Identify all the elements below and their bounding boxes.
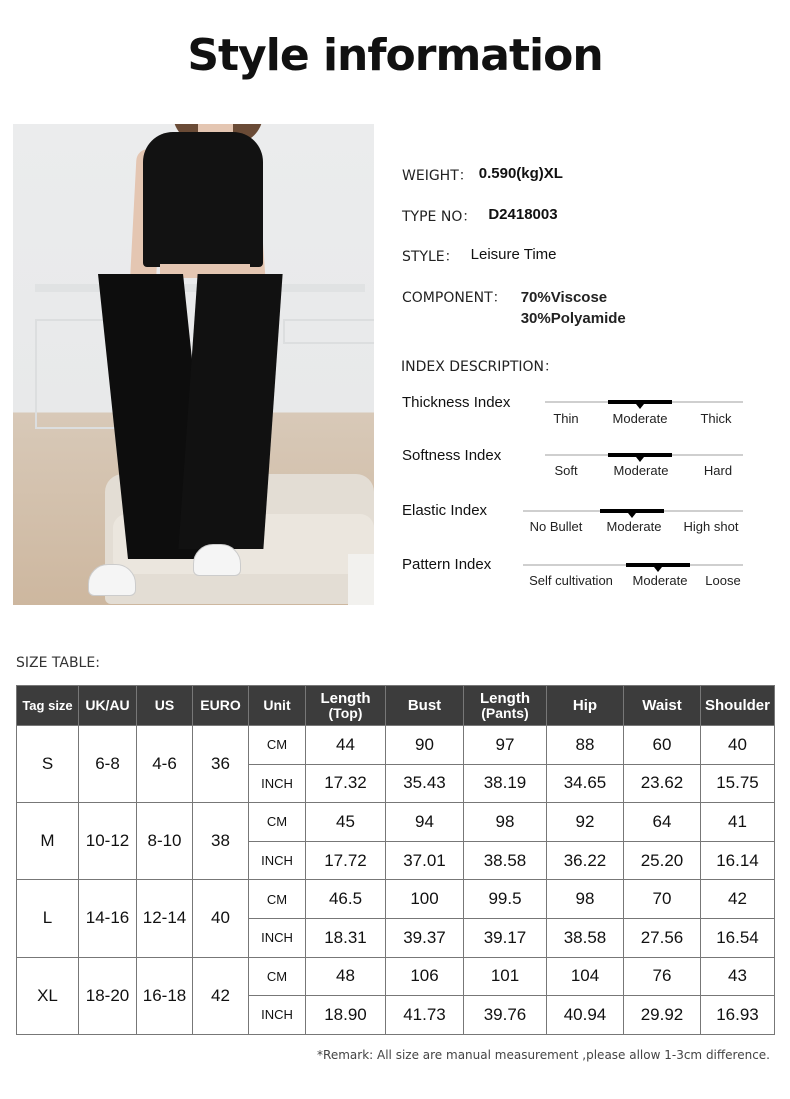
column-header: EURO — [193, 686, 249, 726]
unit-cell: CM — [249, 803, 306, 842]
index-scale-label: Moderate — [632, 573, 688, 588]
measurement-cell: 17.32 — [306, 764, 386, 803]
index-scale-label: Thin — [553, 411, 579, 426]
column-header: Shoulder — [701, 686, 775, 726]
us-cell: 12-14 — [137, 880, 193, 957]
product-photo — [13, 124, 374, 605]
us-cell: 8-10 — [137, 803, 193, 880]
index-scale-label: Moderate — [606, 519, 662, 534]
remark-note: *Remark: All size are manual measurement ,please allow 1-3cm difference. — [317, 1048, 770, 1062]
table-row — [17, 880, 775, 919]
size-table-header — [17, 686, 775, 726]
weight-label: WEIGHT： — [402, 168, 473, 184]
weight-row — [402, 165, 563, 185]
index-pointer-icon — [628, 513, 636, 518]
uk-au-cell: 14-16 — [79, 880, 137, 957]
size-table — [16, 685, 775, 1035]
style-value: Leisure Time — [470, 246, 557, 263]
measurement-cell: 41.73 — [386, 996, 464, 1035]
index-name: Thickness Index — [402, 394, 511, 411]
column-header: Tag size — [17, 686, 79, 726]
measurement-cell: 37.01 — [386, 841, 464, 880]
index-scale-label: Loose — [705, 573, 741, 588]
measurement-cell: 39.37 — [386, 918, 464, 957]
index-name: Softness Index — [402, 447, 502, 464]
index-scale-label: Self cultivation — [529, 573, 613, 588]
measurement-cell: 76 — [624, 957, 701, 996]
unit-cell: INCH — [249, 841, 306, 880]
euro-cell: 40 — [193, 880, 249, 957]
style-row — [402, 246, 557, 266]
index-name: Pattern Index — [402, 556, 492, 573]
size-tag-cell: L — [17, 880, 79, 957]
measurement-cell: 44 — [306, 726, 386, 765]
index-scale-label: Thick — [700, 411, 732, 426]
measurement-cell: 92 — [547, 803, 624, 842]
measurement-cell: 97 — [464, 726, 547, 765]
us-cell: 4-6 — [137, 726, 193, 803]
measurement-cell: 106 — [386, 957, 464, 996]
index-description-label: INDEX DESCRIPTION： — [401, 359, 559, 375]
measurement-cell: 70 — [624, 880, 701, 919]
measurement-cell: 46.5 — [306, 880, 386, 919]
measurement-cell: 23.62 — [624, 764, 701, 803]
component-value: 30%Polyamide — [520, 310, 626, 327]
unit-cell: INCH — [249, 918, 306, 957]
size-table-label: SIZE TABLE: — [16, 655, 100, 671]
measurement-cell: 94 — [386, 803, 464, 842]
measurement-cell: 39.17 — [464, 918, 547, 957]
index-pointer-icon — [654, 567, 662, 572]
measurement-cell: 29.92 — [624, 996, 701, 1035]
uk-au-cell: 6-8 — [79, 726, 137, 803]
component-values — [521, 287, 626, 329]
column-header: Hip — [547, 686, 624, 726]
measurement-cell: 98 — [547, 880, 624, 919]
measurement-cell: 90 — [386, 726, 464, 765]
component-value: 70%Viscose — [520, 289, 608, 306]
measurement-cell: 64 — [624, 803, 701, 842]
euro-cell: 36 — [193, 726, 249, 803]
size-tag-cell: S — [17, 726, 79, 803]
us-cell: 16-18 — [137, 957, 193, 1034]
size-tag-cell: XL — [17, 957, 79, 1034]
measurement-cell: 88 — [547, 726, 624, 765]
index-scale-label: Hard — [703, 463, 733, 478]
type-row — [402, 206, 558, 226]
index-pointer-icon — [636, 457, 644, 462]
measurement-cell: 34.65 — [547, 764, 624, 803]
euro-cell: 38 — [193, 803, 249, 880]
measurement-cell: 104 — [547, 957, 624, 996]
size-table-body — [17, 726, 775, 1035]
measurement-cell: 41 — [701, 803, 775, 842]
measurement-cell: 15.75 — [701, 764, 775, 803]
column-header: Length (Pants) — [464, 686, 547, 726]
unit-cell: INCH — [249, 996, 306, 1035]
measurement-cell: 18.31 — [306, 918, 386, 957]
measurement-cell: 17.72 — [306, 841, 386, 880]
table-row — [17, 803, 775, 842]
column-header: Waist — [624, 686, 701, 726]
type-label: TYPE NO： — [402, 209, 477, 225]
index-pointer-icon — [636, 404, 644, 409]
type-value: D2418003 — [488, 206, 558, 223]
column-header: Bust — [386, 686, 464, 726]
index-scale-label: High shot — [683, 519, 739, 534]
index-name: Elastic Index — [402, 502, 488, 519]
size-tag-cell: M — [17, 803, 79, 880]
measurement-cell: 27.56 — [624, 918, 701, 957]
page-title: Style information — [187, 30, 603, 81]
weight-value: 0.590(kg)XL — [478, 165, 563, 182]
table-row — [17, 726, 775, 765]
measurement-cell: 16.93 — [701, 996, 775, 1035]
measurement-cell: 43 — [701, 957, 775, 996]
measurement-cell: 38.19 — [464, 764, 547, 803]
measurement-cell: 100 — [386, 880, 464, 919]
index-scale-label: Moderate — [612, 411, 668, 426]
measurement-cell: 36.22 — [547, 841, 624, 880]
measurement-cell: 25.20 — [624, 841, 701, 880]
measurement-cell: 38.58 — [547, 918, 624, 957]
measurement-cell: 42 — [701, 880, 775, 919]
column-header: US — [137, 686, 193, 726]
unit-cell: CM — [249, 957, 306, 996]
measurement-cell: 40.94 — [547, 996, 624, 1035]
unit-cell: CM — [249, 726, 306, 765]
measurement-cell: 18.90 — [306, 996, 386, 1035]
measurement-cell: 98 — [464, 803, 547, 842]
measurement-cell: 16.14 — [701, 841, 775, 880]
measurement-cell: 39.76 — [464, 996, 547, 1035]
index-scale-label: Soft — [554, 463, 578, 478]
unit-cell: INCH — [249, 764, 306, 803]
euro-cell: 42 — [193, 957, 249, 1034]
measurement-cell: 16.54 — [701, 918, 775, 957]
index-scale-label: No Bullet — [529, 519, 583, 534]
index-scale-label: Moderate — [613, 463, 669, 478]
column-header: Unit — [249, 686, 306, 726]
unit-cell: CM — [249, 880, 306, 919]
measurement-cell: 99.5 — [464, 880, 547, 919]
measurement-cell: 38.58 — [464, 841, 547, 880]
table-row — [17, 957, 775, 996]
measurement-cell: 35.43 — [386, 764, 464, 803]
uk-au-cell: 10-12 — [79, 803, 137, 880]
style-label: STYLE： — [402, 249, 459, 265]
measurement-cell: 40 — [701, 726, 775, 765]
column-header: Length (Top) — [306, 686, 386, 726]
measurement-cell: 101 — [464, 957, 547, 996]
measurement-cell: 48 — [306, 957, 386, 996]
measurement-cell: 60 — [624, 726, 701, 765]
component-row — [402, 287, 626, 329]
uk-au-cell: 18-20 — [79, 957, 137, 1034]
column-header: UK/AU — [79, 686, 137, 726]
component-label: COMPONENT： — [402, 290, 507, 306]
measurement-cell: 45 — [306, 803, 386, 842]
